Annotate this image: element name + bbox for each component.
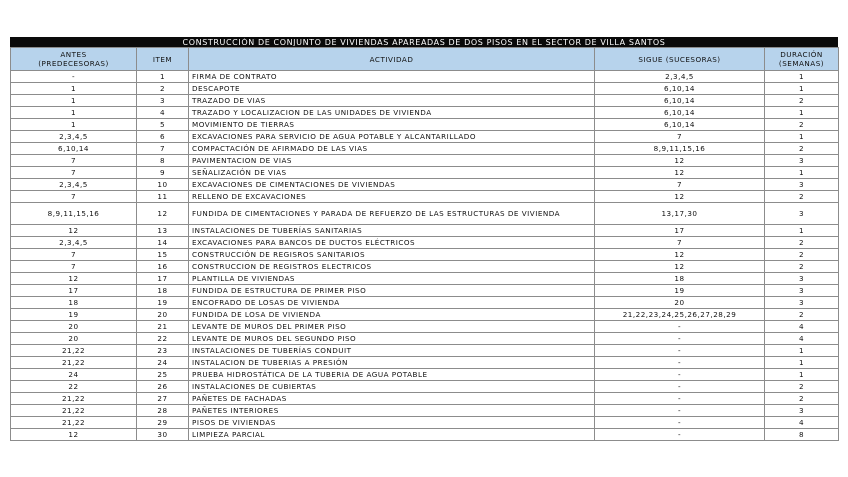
- cell-item: 18: [137, 285, 189, 297]
- header-sigue: SIGUE (SUCESORAS): [595, 48, 765, 71]
- cell-antes: 1: [11, 95, 137, 107]
- cell-antes: 2,3,4,5: [11, 131, 137, 143]
- header-antes-line1: ANTES: [60, 50, 87, 59]
- cell-duracion: 1: [765, 167, 839, 179]
- cell-item: 28: [137, 405, 189, 417]
- cell-item: 17: [137, 273, 189, 285]
- table-row: [11, 309, 839, 321]
- cell-duracion: 2: [765, 249, 839, 261]
- table-row: [11, 225, 839, 237]
- cell-duracion: 3: [765, 297, 839, 309]
- header-duracion-line2: (SEMANAS): [778, 59, 825, 68]
- cell-item: 20: [137, 309, 189, 321]
- cell-duracion: 2: [765, 309, 839, 321]
- cell-actividad: PAÑETES INTERIORES: [189, 405, 595, 417]
- cell-actividad: FIRMA DE CONTRATO: [189, 71, 595, 83]
- cell-actividad: PLANTILLA DE VIVIENDAS: [189, 273, 595, 285]
- cell-sigue: 7: [595, 179, 765, 191]
- table-body: [11, 71, 839, 441]
- cell-actividad: INSTALACIONES DE TUBERÍAS SANITARIAS: [189, 225, 595, 237]
- table-row: [11, 333, 839, 345]
- table-row: [11, 167, 839, 179]
- cell-actividad: PAÑETES DE FACHADAS: [189, 393, 595, 405]
- cell-antes: 21,22: [11, 393, 137, 405]
- header-antes: [11, 48, 137, 71]
- cell-antes: 21,22: [11, 357, 137, 369]
- cell-antes: 6,10,14: [11, 143, 137, 155]
- cell-duracion: 2: [765, 261, 839, 273]
- cell-duracion: 2: [765, 191, 839, 203]
- cell-actividad: INSTALACION DE TUBERIAS A PRESIÓN: [189, 357, 595, 369]
- cell-item: 16: [137, 261, 189, 273]
- cell-actividad: PRUEBA HIDROSTÁTICA DE LA TUBERIA DE AGUA POTABLE: [189, 369, 595, 381]
- header-row: [11, 48, 839, 71]
- cell-duracion: 1: [765, 369, 839, 381]
- cell-antes: -: [11, 71, 137, 83]
- cell-item: 21: [137, 321, 189, 333]
- cell-actividad: TRAZADO DE VIAS: [189, 95, 595, 107]
- table-row: [11, 143, 839, 155]
- cell-item: 4: [137, 107, 189, 119]
- cell-item: 6: [137, 131, 189, 143]
- cell-actividad: FUNDIDA DE LOSA DE VIVIENDA: [189, 309, 595, 321]
- table-row: [11, 321, 839, 333]
- cell-sigue: 6,10,14: [595, 107, 765, 119]
- cell-sigue: 8,9,11,15,16: [595, 143, 765, 155]
- cell-item: 27: [137, 393, 189, 405]
- table-row: [11, 179, 839, 191]
- cell-sigue: 7: [595, 131, 765, 143]
- cell-antes: 7: [11, 167, 137, 179]
- cell-actividad: PISOS DE VIVIENDAS: [189, 417, 595, 429]
- table-row: [11, 237, 839, 249]
- table-row: [11, 249, 839, 261]
- cell-duracion: 2: [765, 143, 839, 155]
- cell-actividad: ENCOFRADO DE LOSAS DE VIVIENDA: [189, 297, 595, 309]
- table-row: [11, 429, 839, 441]
- cell-antes: 21,22: [11, 345, 137, 357]
- cell-sigue: 12: [595, 261, 765, 273]
- cell-actividad: EXCAVACIONES PARA BANCOS DE DUCTOS ELÉCTRICOS: [189, 237, 595, 249]
- cell-antes: 21,22: [11, 405, 137, 417]
- cell-antes: 7: [11, 249, 137, 261]
- cell-item: 22: [137, 333, 189, 345]
- cell-sigue: -: [595, 369, 765, 381]
- cell-item: 9: [137, 167, 189, 179]
- cell-actividad: RELLENO DE EXCAVACIONES: [189, 191, 595, 203]
- cell-antes: 1: [11, 107, 137, 119]
- cell-antes: 1: [11, 83, 137, 95]
- cell-antes: 20: [11, 333, 137, 345]
- table-row: [11, 345, 839, 357]
- header-duracion: [765, 48, 839, 71]
- cell-sigue: 20: [595, 297, 765, 309]
- cell-duracion: 1: [765, 71, 839, 83]
- table-row: [11, 357, 839, 369]
- cell-actividad: PAVIMENTACION DE VIAS: [189, 155, 595, 167]
- cell-sigue: -: [595, 381, 765, 393]
- table-row: [11, 417, 839, 429]
- cell-antes: 24: [11, 369, 137, 381]
- cell-duracion: 4: [765, 333, 839, 345]
- cell-duracion: 3: [765, 273, 839, 285]
- cell-actividad: CONSTRUCCIÓN DE REGISROS SANITARIOS: [189, 249, 595, 261]
- cell-antes: 2,3,4,5: [11, 179, 137, 191]
- cell-antes: 1: [11, 119, 137, 131]
- cell-sigue: 7: [595, 237, 765, 249]
- cell-item: 3: [137, 95, 189, 107]
- table-row: [11, 261, 839, 273]
- cell-sigue: 21,22,23,24,25,26,27,28,29: [595, 309, 765, 321]
- cell-duracion: 3: [765, 155, 839, 167]
- cell-antes: 21,22: [11, 417, 137, 429]
- table-row: [11, 191, 839, 203]
- cell-sigue: 12: [595, 167, 765, 179]
- table-row: [11, 95, 839, 107]
- cell-actividad: DESCAPOTE: [189, 83, 595, 95]
- cell-antes: 2,3,4,5: [11, 237, 137, 249]
- cell-sigue: -: [595, 429, 765, 441]
- cell-sigue: 2,3,4,5: [595, 71, 765, 83]
- cell-antes: 20: [11, 321, 137, 333]
- cell-antes: 12: [11, 225, 137, 237]
- header-antes-line2: (PREDECESORAS): [38, 59, 109, 68]
- cell-sigue: -: [595, 357, 765, 369]
- cell-actividad: FUNDIDA DE CIMENTACIONES Y PARADA DE REFUERZO DE LAS ESTRUCTURAS DE VIVIENDA: [189, 203, 595, 225]
- cell-duracion: 3: [765, 405, 839, 417]
- cell-duracion: 1: [765, 357, 839, 369]
- header-duracion-line1: DURACIÓN: [780, 50, 823, 59]
- cell-actividad: LIMPIEZA PARCIAL: [189, 429, 595, 441]
- cell-sigue: -: [595, 345, 765, 357]
- cell-sigue: 6,10,14: [595, 95, 765, 107]
- cell-sigue: -: [595, 321, 765, 333]
- cell-item: 13: [137, 225, 189, 237]
- cell-sigue: 18: [595, 273, 765, 285]
- cell-duracion: 4: [765, 417, 839, 429]
- cell-duracion: 4: [765, 321, 839, 333]
- table-row: [11, 131, 839, 143]
- table-row: [11, 71, 839, 83]
- table-row: [11, 285, 839, 297]
- cell-actividad: INSTALACIONES DE TUBERÍAS CONDUIT: [189, 345, 595, 357]
- table-row: [11, 369, 839, 381]
- cell-item: 25: [137, 369, 189, 381]
- cell-antes: 19: [11, 309, 137, 321]
- cell-antes: 7: [11, 155, 137, 167]
- cell-item: 8: [137, 155, 189, 167]
- cell-item: 24: [137, 357, 189, 369]
- cell-item: 29: [137, 417, 189, 429]
- cell-duracion: 1: [765, 83, 839, 95]
- cell-duracion: 3: [765, 179, 839, 191]
- cell-duracion: 1: [765, 345, 839, 357]
- cell-item: 1: [137, 71, 189, 83]
- table-row: [11, 297, 839, 309]
- cell-antes: 18: [11, 297, 137, 309]
- table-row: [11, 203, 839, 225]
- cell-duracion: 3: [765, 203, 839, 225]
- cell-antes: 17: [11, 285, 137, 297]
- cell-actividad: INSTALACIONES DE CUBIERTAS: [189, 381, 595, 393]
- cell-duracion: 2: [765, 237, 839, 249]
- cell-sigue: 17: [595, 225, 765, 237]
- cell-item: 2: [137, 83, 189, 95]
- cell-item: 19: [137, 297, 189, 309]
- cell-sigue: 12: [595, 155, 765, 167]
- cell-actividad: LEVANTE DE MUROS DEL PRIMER PISO: [189, 321, 595, 333]
- cell-item: 11: [137, 191, 189, 203]
- activity-schedule-table: [10, 37, 838, 441]
- cell-item: 10: [137, 179, 189, 191]
- cell-item: 5: [137, 119, 189, 131]
- cell-duracion: 1: [765, 225, 839, 237]
- table-row: [11, 405, 839, 417]
- cell-duracion: 2: [765, 95, 839, 107]
- cell-sigue: -: [595, 417, 765, 429]
- cell-sigue: 19: [595, 285, 765, 297]
- cell-duracion: 3: [765, 285, 839, 297]
- cell-item: 7: [137, 143, 189, 155]
- cell-item: 26: [137, 381, 189, 393]
- header-item: ITEM: [137, 48, 189, 71]
- table-row: [11, 393, 839, 405]
- cell-actividad: COMPACTACIÓN DE AFIRMADO DE LAS VIAS: [189, 143, 595, 155]
- cell-item: 12: [137, 203, 189, 225]
- table-row: [11, 107, 839, 119]
- table-row: [11, 155, 839, 167]
- table-row: [11, 119, 839, 131]
- cell-actividad: FUNDIDA DE ESTRUCTURA DE PRIMER PISO: [189, 285, 595, 297]
- cell-item: 23: [137, 345, 189, 357]
- table-row: [11, 273, 839, 285]
- table-row: [11, 83, 839, 95]
- cell-antes: 12: [11, 429, 137, 441]
- table-row: [11, 381, 839, 393]
- cell-antes: 7: [11, 261, 137, 273]
- table-title: CONSTRUCCIÓN DE CONJUNTO DE VIVIENDAS APAREADAS DE DOS PISOS EN EL SECTOR DE VILLA SANTOS: [10, 37, 838, 47]
- cell-actividad: LEVANTE DE MUROS DEL SEGUNDO PISO: [189, 333, 595, 345]
- cell-sigue: -: [595, 393, 765, 405]
- cell-actividad: MOVIMIENTO DE TIERRAS: [189, 119, 595, 131]
- cell-sigue: 6,10,14: [595, 83, 765, 95]
- cell-actividad: SEÑALIZACIÓN DE VIAS: [189, 167, 595, 179]
- cell-duracion: 2: [765, 119, 839, 131]
- cell-sigue: -: [595, 333, 765, 345]
- cell-item: 15: [137, 249, 189, 261]
- activities-grid: [10, 47, 839, 441]
- cell-actividad: TRAZADO Y LOCALIZACION DE LAS UNIDADES DE VIVIENDA: [189, 107, 595, 119]
- cell-antes: 8,9,11,15,16: [11, 203, 137, 225]
- cell-duracion: 1: [765, 107, 839, 119]
- cell-sigue: 12: [595, 249, 765, 261]
- cell-sigue: 13,17,30: [595, 203, 765, 225]
- cell-item: 14: [137, 237, 189, 249]
- cell-actividad: EXCAVACIONES DE CIMENTACIONES DE VIVIENDAS: [189, 179, 595, 191]
- cell-antes: 12: [11, 273, 137, 285]
- cell-actividad: EXCAVACIONES PARA SERVICIO DE AGUA POTABLE Y ALCANTARILLADO: [189, 131, 595, 143]
- cell-antes: 22: [11, 381, 137, 393]
- cell-duracion: 1: [765, 131, 839, 143]
- cell-sigue: 12: [595, 191, 765, 203]
- header-actividad: ACTIVIDAD: [189, 48, 595, 71]
- cell-antes: 7: [11, 191, 137, 203]
- cell-duracion: 8: [765, 429, 839, 441]
- cell-actividad: CONSTRUCCION DE REGISTROS ELECTRICOS: [189, 261, 595, 273]
- cell-duracion: 2: [765, 381, 839, 393]
- cell-item: 30: [137, 429, 189, 441]
- cell-duracion: 2: [765, 393, 839, 405]
- cell-sigue: -: [595, 405, 765, 417]
- cell-sigue: 6,10,14: [595, 119, 765, 131]
